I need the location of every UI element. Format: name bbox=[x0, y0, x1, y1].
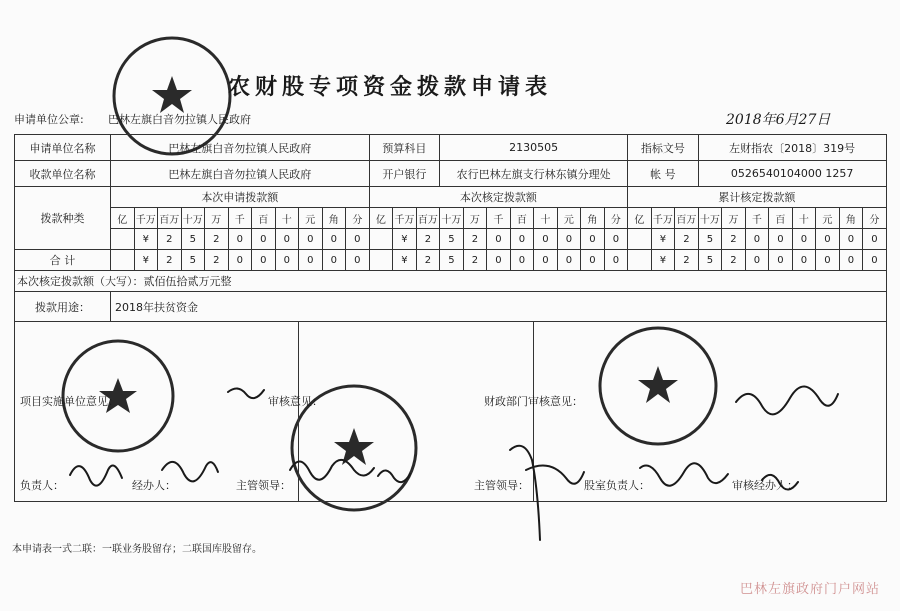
total-digit-cumulative-10: 0 bbox=[863, 250, 887, 271]
amount-digit-apply-3: 5 bbox=[181, 229, 205, 250]
group-header-cumulative: 累计核定拨款额 bbox=[628, 187, 887, 208]
total-digit-approved-2: 2 bbox=[416, 250, 440, 271]
amount-digit-apply-9: 0 bbox=[322, 229, 346, 250]
category-label: 拨款种类 bbox=[15, 187, 111, 250]
digit-header-cumulative-2: 百万 bbox=[675, 208, 699, 229]
amount-digit-cumulative-7: 0 bbox=[792, 229, 816, 250]
budget-subject-value: 2130505 bbox=[440, 135, 628, 161]
digit-header-approved-7: 十 bbox=[534, 208, 558, 229]
group-header-approved: 本次核定拨款额 bbox=[369, 187, 628, 208]
digit-header-approved-8: 元 bbox=[557, 208, 581, 229]
digit-header-cumulative-9: 角 bbox=[839, 208, 863, 229]
digit-header-cumulative-10: 分 bbox=[863, 208, 887, 229]
total-digit-apply-5: 0 bbox=[228, 250, 252, 271]
account-value: 0526540104000 1257 bbox=[698, 161, 886, 187]
total-digit-cumulative-7: 0 bbox=[792, 250, 816, 271]
section-head-label: 股室负责人： bbox=[584, 479, 650, 492]
amount-digit-approved-8: 0 bbox=[557, 229, 581, 250]
amount-digit-apply-6: 0 bbox=[252, 229, 276, 250]
amount-words-value: 贰佰伍拾贰万元整 bbox=[143, 275, 232, 288]
applicant-name-value: 巴林左旗白音勿拉镇人民政府 bbox=[111, 135, 370, 161]
digit-header-apply-4: 万 bbox=[205, 208, 229, 229]
budget-subject-label: 预算科目 bbox=[369, 135, 440, 161]
digit-header-cumulative-4: 万 bbox=[722, 208, 746, 229]
amount-digit-cumulative-6: 0 bbox=[769, 229, 793, 250]
amount-digit-cumulative-2: 2 bbox=[675, 229, 699, 250]
amount-digit-cumulative-3: 5 bbox=[698, 229, 722, 250]
total-digit-approved-1: ¥ bbox=[393, 250, 417, 271]
supervisor2-label: 主管领导： bbox=[474, 479, 529, 492]
digit-header-approved-10: 分 bbox=[604, 208, 628, 229]
total-digit-apply-8: 0 bbox=[299, 250, 323, 271]
total-digit-apply-9: 0 bbox=[322, 250, 346, 271]
digit-header-cumulative-5: 千 bbox=[745, 208, 769, 229]
footnote: 本申请表一式二联：一联业务股留存；二联国库股留存。 bbox=[12, 544, 262, 555]
digit-header-approved-9: 角 bbox=[581, 208, 605, 229]
digit-header-cumulative-1: 千万 bbox=[651, 208, 675, 229]
total-digit-cumulative-3: 5 bbox=[698, 250, 722, 271]
amount-digit-apply-5: 0 bbox=[228, 229, 252, 250]
total-digit-apply-1: ¥ bbox=[134, 250, 158, 271]
digit-header-apply-5: 千 bbox=[228, 208, 252, 229]
digit-header-approved-3: 十万 bbox=[440, 208, 464, 229]
amount-digit-apply-4: 2 bbox=[205, 229, 229, 250]
amount-digit-apply-2: 2 bbox=[158, 229, 182, 250]
handler-label: 经办人： bbox=[132, 479, 176, 492]
total-digit-cumulative-2: 2 bbox=[675, 250, 699, 271]
digit-header-cumulative-7: 十 bbox=[792, 208, 816, 229]
amount-digit-cumulative-5: 0 bbox=[745, 229, 769, 250]
amount-digit-approved-6: 0 bbox=[510, 229, 534, 250]
purpose-value: 2018年扶贫资金 bbox=[111, 292, 887, 322]
payee-name-label: 收款单位名称 bbox=[15, 161, 111, 187]
total-digit-approved-6: 0 bbox=[510, 250, 534, 271]
digit-header-approved-5: 千 bbox=[487, 208, 511, 229]
digit-header-cumulative-0: 亿 bbox=[628, 208, 652, 229]
digit-header-apply-0: 亿 bbox=[111, 208, 135, 229]
total-digit-cumulative-5: 0 bbox=[745, 250, 769, 271]
total-digit-apply-4: 2 bbox=[205, 250, 229, 271]
applicant-seal-label: 申请单位公章: bbox=[14, 113, 84, 126]
digit-header-apply-2: 百万 bbox=[158, 208, 182, 229]
amount-digit-cumulative-10: 0 bbox=[863, 229, 887, 250]
group-header-apply: 本次申请拨款额 bbox=[111, 187, 370, 208]
digit-header-apply-9: 角 bbox=[322, 208, 346, 229]
digit-header-apply-6: 百 bbox=[252, 208, 276, 229]
total-digit-approved-10: 0 bbox=[604, 250, 628, 271]
total-digit-approved-5: 0 bbox=[487, 250, 511, 271]
digit-header-apply-3: 十万 bbox=[181, 208, 205, 229]
amount-digit-cumulative-4: 2 bbox=[722, 229, 746, 250]
reviewer-handler-label: 审核经办人： bbox=[732, 479, 798, 492]
finance-opinion-label: 财政部门审核意见： bbox=[484, 395, 583, 408]
supervisor-label: 主管领导： bbox=[236, 479, 291, 492]
responsible-label: 负责人： bbox=[20, 479, 64, 492]
purpose-label: 拨款用途： bbox=[15, 292, 111, 322]
site-watermark: 巴林左旗政府门户网站 bbox=[739, 582, 880, 597]
total-digit-cumulative-6: 0 bbox=[769, 250, 793, 271]
digit-header-apply-1: 千万 bbox=[134, 208, 158, 229]
total-digit-cumulative-9: 0 bbox=[839, 250, 863, 271]
digit-header-apply-8: 元 bbox=[299, 208, 323, 229]
total-digit-apply-6: 0 bbox=[252, 250, 276, 271]
total-digit-cumulative-8: 0 bbox=[816, 250, 840, 271]
total-digit-cumulative-1: ¥ bbox=[651, 250, 675, 271]
total-digit-approved-3: 5 bbox=[440, 250, 464, 271]
payee-name-value: 巴林左旗白音勿拉镇人民政府 bbox=[111, 161, 370, 187]
total-digit-apply-3: 5 bbox=[181, 250, 205, 271]
total-digit-approved-9: 0 bbox=[581, 250, 605, 271]
amount-digit-apply-7: 0 bbox=[275, 229, 299, 250]
amount-digit-cumulative-1: ¥ bbox=[651, 229, 675, 250]
total-digit-apply-7: 0 bbox=[275, 250, 299, 271]
digit-header-approved-2: 百万 bbox=[416, 208, 440, 229]
total-digit-approved-7: 0 bbox=[534, 250, 558, 271]
amount-digit-approved-7: 0 bbox=[534, 229, 558, 250]
index-doc-label: 指标文号 bbox=[628, 135, 699, 161]
total-label: 合 计 bbox=[15, 250, 111, 271]
project-unit-opinion-label: 项目实施单位意见： bbox=[20, 395, 119, 408]
digit-header-apply-10: 分 bbox=[346, 208, 370, 229]
review-opinion-label: 审核意见： bbox=[268, 395, 323, 408]
digit-header-approved-4: 万 bbox=[463, 208, 487, 229]
amount-digit-apply-10: 0 bbox=[346, 229, 370, 250]
total-digit-approved-8: 0 bbox=[557, 250, 581, 271]
total-digit-apply-10: 0 bbox=[346, 250, 370, 271]
digit-header-approved-6: 百 bbox=[510, 208, 534, 229]
amount-digit-apply-8: 0 bbox=[299, 229, 323, 250]
amount-digit-approved-3: 5 bbox=[440, 229, 464, 250]
amount-digit-approved-1: ¥ bbox=[393, 229, 417, 250]
account-label: 帐 号 bbox=[628, 161, 699, 187]
applicant-seal-value: 巴林左旗白音勿拉镇人民政府 bbox=[108, 113, 251, 126]
form-title: 农财股专项资金拨款申请表 bbox=[228, 74, 553, 100]
index-doc-value: 左财指农〔2018〕319号 bbox=[698, 135, 886, 161]
amount-digit-approved-9: 0 bbox=[581, 229, 605, 250]
bank-label: 开户银行 bbox=[369, 161, 440, 187]
amount-words-label: 本次核定拨款额（大写）： bbox=[17, 275, 144, 288]
amount-digit-approved-5: 0 bbox=[487, 229, 511, 250]
amount-digit-cumulative-8: 0 bbox=[816, 229, 840, 250]
total-digit-approved-4: 2 bbox=[463, 250, 487, 271]
amount-digit-approved-10: 0 bbox=[604, 229, 628, 250]
digit-header-approved-0: 亿 bbox=[369, 208, 393, 229]
digit-header-cumulative-3: 十万 bbox=[698, 208, 722, 229]
digit-header-apply-7: 十 bbox=[275, 208, 299, 229]
handwritten-date: 2018年6月27日 bbox=[726, 112, 831, 128]
digit-header-cumulative-8: 元 bbox=[816, 208, 840, 229]
amount-digit-approved-4: 2 bbox=[463, 229, 487, 250]
amount-digit-approved-2: 2 bbox=[416, 229, 440, 250]
digit-header-approved-1: 千万 bbox=[393, 208, 417, 229]
applicant-name-label: 申请单位名称 bbox=[15, 135, 111, 161]
total-digit-apply-2: 2 bbox=[158, 250, 182, 271]
amount-digit-apply-1: ¥ bbox=[134, 229, 158, 250]
digit-header-cumulative-6: 百 bbox=[769, 208, 793, 229]
bank-value: 农行巴林左旗支行林东镇分理处 bbox=[440, 161, 628, 187]
amount-digit-cumulative-9: 0 bbox=[839, 229, 863, 250]
total-digit-cumulative-4: 2 bbox=[722, 250, 746, 271]
